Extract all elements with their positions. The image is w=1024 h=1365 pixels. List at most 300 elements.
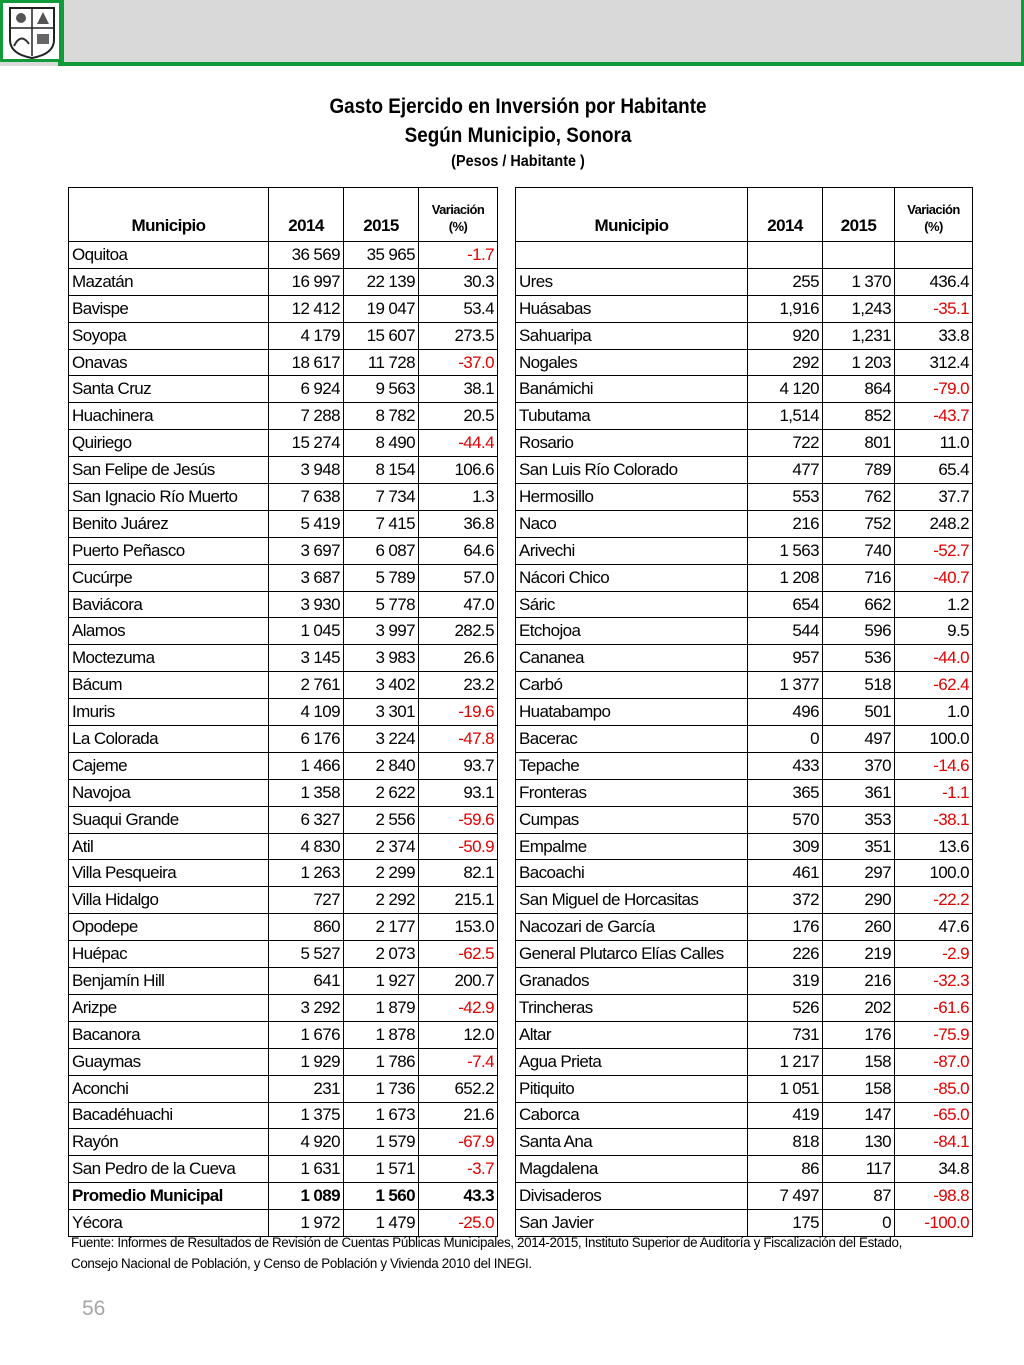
variation-cell: -47.8 <box>419 726 498 753</box>
variation-cell: -100.0 <box>895 1210 973 1237</box>
value-2015-cell: 1 479 <box>344 1210 419 1237</box>
variation-cell: 36.8 <box>419 510 498 537</box>
municipio-cell: Santa Cruz <box>69 376 269 403</box>
variation-cell: -67.9 <box>419 1129 498 1156</box>
page-title: Gasto Ejercido en Inversión por Habitante <box>329 95 707 118</box>
value-2014-cell: 1 208 <box>748 564 823 591</box>
value-2015-cell: 202 <box>823 994 895 1021</box>
table-row <box>516 484 973 511</box>
value-2014-cell: 641 <box>269 968 344 995</box>
value-2014-cell: 4 830 <box>269 833 344 860</box>
variation-cell: 43.3 <box>419 1183 498 1210</box>
municipio-cell: Ures <box>516 268 748 295</box>
table-row <box>516 887 973 914</box>
variation-cell: -37.0 <box>419 349 498 376</box>
table-row <box>516 591 973 618</box>
value-2014-cell: 654 <box>748 591 823 618</box>
table-row <box>69 699 498 726</box>
municipio-cell: San Ignacio Río Muerto <box>69 484 269 511</box>
variation-cell: -1.1 <box>895 779 973 806</box>
left-data-table <box>68 187 498 1237</box>
header-variacion-label: Variación <box>907 202 960 217</box>
variation-cell: -42.9 <box>419 994 498 1021</box>
municipio-cell: San Pedro de la Cueva <box>69 1156 269 1183</box>
value-2015-cell: 1 673 <box>344 1102 419 1129</box>
header-bar <box>0 0 1024 66</box>
value-2015-cell: 2 177 <box>344 914 419 941</box>
value-2015-cell: 2 299 <box>344 860 419 887</box>
value-2014-cell: 12 412 <box>269 295 344 322</box>
municipio-cell: Granados <box>516 968 748 995</box>
value-2014-cell: 6 176 <box>269 726 344 753</box>
municipio-cell: Cucúrpe <box>69 564 269 591</box>
table-row <box>69 1102 498 1129</box>
value-2014-cell: 255 <box>748 268 823 295</box>
municipio-cell: Moctezuma <box>69 645 269 672</box>
table-row <box>516 403 973 430</box>
table-row <box>516 752 973 779</box>
value-2015-cell: 351 <box>823 833 895 860</box>
header-municipio: Municipio <box>69 188 269 242</box>
value-2015-cell: 130 <box>823 1129 895 1156</box>
variation-cell: -38.1 <box>895 806 973 833</box>
table-row <box>516 672 973 699</box>
value-2015-cell: 762 <box>823 484 895 511</box>
table-header-row <box>69 188 498 242</box>
municipio-cell: Altar <box>516 1021 748 1048</box>
value-2015-cell: 147 <box>823 1102 895 1129</box>
value-2014-cell: 433 <box>748 752 823 779</box>
value-2015-cell: 176 <box>823 1021 895 1048</box>
municipio-cell: Cumpas <box>516 806 748 833</box>
value-2015-cell: 158 <box>823 1075 895 1102</box>
table-row <box>516 994 973 1021</box>
value-2014-cell: 1 263 <box>269 860 344 887</box>
variation-cell: -62.4 <box>895 672 973 699</box>
value-2015-cell: 2 556 <box>344 806 419 833</box>
variation-cell: -52.7 <box>895 537 973 564</box>
variation-cell: 11.0 <box>895 430 973 457</box>
municipio-cell: Imuris <box>69 699 269 726</box>
municipio-cell: San Javier <box>516 1210 748 1237</box>
table-row <box>69 672 498 699</box>
municipio-cell: Pitiquito <box>516 1075 748 1102</box>
value-2014-cell: 1 045 <box>269 618 344 645</box>
value-2015-cell: 497 <box>823 726 895 753</box>
variation-cell: 1.3 <box>419 484 498 511</box>
value-2014-cell: 3 948 <box>269 457 344 484</box>
variation-cell: -43.7 <box>895 403 973 430</box>
table-row <box>69 322 498 349</box>
value-2014-cell: 1 631 <box>269 1156 344 1183</box>
title-block <box>0 92 1024 174</box>
table-row <box>516 430 973 457</box>
table-row <box>516 295 973 322</box>
value-2015-cell: 852 <box>823 403 895 430</box>
variation-cell: 30.3 <box>419 268 498 295</box>
variation-cell: -25.0 <box>419 1210 498 1237</box>
table-row <box>516 941 973 968</box>
municipio-cell: Cananea <box>516 645 748 672</box>
table-row <box>69 295 498 322</box>
variation-cell: -32.3 <box>895 968 973 995</box>
variation-cell: -1.7 <box>419 242 498 269</box>
municipio-cell: General Plutarco Elías Calles <box>516 941 748 968</box>
value-2015-cell: 501 <box>823 699 895 726</box>
table-row <box>69 941 498 968</box>
municipio-cell: Santa Ana <box>516 1129 748 1156</box>
table-row <box>516 349 973 376</box>
variation-cell: 20.5 <box>419 403 498 430</box>
municipio-cell: Puerto Peñasco <box>69 537 269 564</box>
value-2014-cell: 1 466 <box>269 752 344 779</box>
municipio-cell: Alamos <box>69 618 269 645</box>
table-row <box>69 833 498 860</box>
value-2014-cell: 818 <box>748 1129 823 1156</box>
value-2015-cell: 518 <box>823 672 895 699</box>
value-2014-cell: 1,916 <box>748 295 823 322</box>
table-row <box>516 322 973 349</box>
page-subtitle: Según Municipio, Sonora <box>404 124 632 147</box>
municipio-cell: Sáric <box>516 591 748 618</box>
municipio-cell: Nácori Chico <box>516 564 748 591</box>
value-2014-cell: 1 089 <box>269 1183 344 1210</box>
variation-cell: -40.7 <box>895 564 973 591</box>
variation-cell: 100.0 <box>895 860 973 887</box>
value-2015-cell: 22 139 <box>344 268 419 295</box>
municipio-cell: Rosario <box>516 430 748 457</box>
table-row <box>516 968 973 995</box>
municipio-cell: Banámichi <box>516 376 748 403</box>
variation-cell: -61.6 <box>895 994 973 1021</box>
variation-cell: -19.6 <box>419 699 498 726</box>
value-2014-cell: 1 217 <box>748 1048 823 1075</box>
value-2014-cell: 496 <box>748 699 823 726</box>
table-row <box>69 457 498 484</box>
variation-cell: 82.1 <box>419 860 498 887</box>
value-2015-cell: 1,243 <box>823 295 895 322</box>
value-2014-cell: 920 <box>748 322 823 349</box>
value-2014-cell: 570 <box>748 806 823 833</box>
table-row <box>516 860 973 887</box>
table-row <box>69 591 498 618</box>
table-row <box>69 806 498 833</box>
table-row <box>69 968 498 995</box>
value-2015-cell: 752 <box>823 510 895 537</box>
page-number: 56 <box>82 1297 106 1320</box>
municipio-cell: Villa Hidalgo <box>69 887 269 914</box>
municipio-cell: Huachinera <box>69 403 269 430</box>
value-2014-cell: 292 <box>748 349 823 376</box>
value-2015-cell: 1 560 <box>344 1183 419 1210</box>
variation-cell: 93.7 <box>419 752 498 779</box>
municipio-cell: San Luis Río Colorado <box>516 457 748 484</box>
value-2014-cell: 4 920 <box>269 1129 344 1156</box>
municipio-cell: Bacanora <box>69 1021 269 1048</box>
variation-cell: 13.6 <box>895 833 973 860</box>
value-2015-cell: 117 <box>823 1156 895 1183</box>
value-2015-cell: 596 <box>823 618 895 645</box>
table-row <box>516 914 973 941</box>
municipio-cell: Bavispe <box>69 295 269 322</box>
variation-cell: 26.6 <box>419 645 498 672</box>
value-2015-cell: 290 <box>823 887 895 914</box>
variation-cell: 34.8 <box>895 1156 973 1183</box>
value-2014-cell: 3 687 <box>269 564 344 591</box>
value-2014-cell: 4 109 <box>269 699 344 726</box>
municipio-cell: San Felipe de Jesús <box>69 457 269 484</box>
municipio-cell: Huépac <box>69 941 269 968</box>
table-row <box>516 726 973 753</box>
value-2015-cell: 2 622 <box>344 779 419 806</box>
value-2014-cell: 226 <box>748 941 823 968</box>
table-row <box>69 484 498 511</box>
table-row <box>516 457 973 484</box>
municipio-cell: Bacadéhuachi <box>69 1102 269 1129</box>
value-2015-cell: 3 301 <box>344 699 419 726</box>
table-header-row <box>516 188 973 242</box>
variation-cell: 282.5 <box>419 618 498 645</box>
table-row <box>69 349 498 376</box>
value-2015-cell: 219 <box>823 941 895 968</box>
municipio-cell: Agua Prieta <box>516 1048 748 1075</box>
variation-cell: -14.6 <box>895 752 973 779</box>
table-row <box>69 887 498 914</box>
municipio-cell: Arizpe <box>69 994 269 1021</box>
value-2015-cell: 1 879 <box>344 994 419 1021</box>
variation-cell: 1.2 <box>895 591 973 618</box>
municipio-cell: Bacerac <box>516 726 748 753</box>
value-2015-cell: 361 <box>823 779 895 806</box>
municipio-cell: Huatabampo <box>516 699 748 726</box>
table-row <box>69 618 498 645</box>
municipio-cell: Arivechi <box>516 537 748 564</box>
municipio-cell: Promedio Municipal <box>69 1183 269 1210</box>
table-row <box>69 994 498 1021</box>
municipio-cell: Villa Pesqueira <box>69 860 269 887</box>
value-2015-cell: 297 <box>823 860 895 887</box>
table-row <box>516 1021 973 1048</box>
variation-cell: -75.9 <box>895 1021 973 1048</box>
variation-cell: 23.2 <box>419 672 498 699</box>
right-data-table <box>515 187 973 1237</box>
header-variacion-unit: (%) <box>924 219 943 234</box>
value-2014-cell: 1 563 <box>748 537 823 564</box>
value-2014-cell: 419 <box>748 1102 823 1129</box>
value-2015-cell: 8 490 <box>344 430 419 457</box>
variation-cell: 153.0 <box>419 914 498 941</box>
value-2014-cell: 1,514 <box>748 403 823 430</box>
value-2015-cell: 1 203 <box>823 349 895 376</box>
value-2015-cell: 789 <box>823 457 895 484</box>
variation-cell: 248.2 <box>895 510 973 537</box>
municipio-cell: San Miguel de Horcasitas <box>516 887 748 914</box>
value-2014-cell: 3 145 <box>269 645 344 672</box>
value-2014-cell: 1 375 <box>269 1102 344 1129</box>
value-2014-cell: 6 924 <box>269 376 344 403</box>
table-row <box>516 699 973 726</box>
value-2015-cell: 11 728 <box>344 349 419 376</box>
table-row <box>516 645 973 672</box>
value-2014-cell: 1 972 <box>269 1210 344 1237</box>
municipio-cell: Tepache <box>516 752 748 779</box>
variation-cell: 47.6 <box>895 914 973 941</box>
municipio-cell: Suaqui Grande <box>69 806 269 833</box>
source-note <box>71 1232 971 1274</box>
variation-cell: -50.9 <box>419 833 498 860</box>
variation-cell: 53.4 <box>419 295 498 322</box>
value-2014-cell: 7 497 <box>748 1183 823 1210</box>
value-2014-cell: 731 <box>748 1021 823 1048</box>
municipio-cell: Rayón <box>69 1129 269 1156</box>
value-2015-cell: 740 <box>823 537 895 564</box>
table-row <box>69 779 498 806</box>
value-2014-cell: 1 358 <box>269 779 344 806</box>
header-variacion-label: Variación <box>431 202 485 217</box>
variation-cell: -2.9 <box>895 941 973 968</box>
municipio-cell: Bacoachi <box>516 860 748 887</box>
municipio-cell: La Colorada <box>69 726 269 753</box>
table-row <box>516 564 973 591</box>
table-row <box>516 1102 973 1129</box>
table-row <box>69 510 498 537</box>
header-2014: 2014 <box>269 188 344 242</box>
value-2014-cell: 372 <box>748 887 823 914</box>
municipio-cell: Carbó <box>516 672 748 699</box>
header-underline <box>62 62 1024 66</box>
value-2015-cell: 7 415 <box>344 510 419 537</box>
municipio-cell: Onavas <box>69 349 269 376</box>
municipio-cell: Empalme <box>516 833 748 860</box>
value-2014-cell: 0 <box>748 726 823 753</box>
value-2014-cell: 175 <box>748 1210 823 1237</box>
table-row <box>69 537 498 564</box>
table-row <box>69 752 498 779</box>
value-2015-cell: 2 840 <box>344 752 419 779</box>
value-2015-cell: 5 778 <box>344 591 419 618</box>
municipio-cell: Trincheras <box>516 994 748 1021</box>
table-row <box>516 1183 973 1210</box>
variation-cell: -59.6 <box>419 806 498 833</box>
table-row <box>516 618 973 645</box>
variation-cell: 273.5 <box>419 322 498 349</box>
variation-cell: -62.5 <box>419 941 498 968</box>
table-row <box>69 726 498 753</box>
value-2014-cell: 553 <box>748 484 823 511</box>
table-row <box>516 833 973 860</box>
value-2014-cell: 15 274 <box>269 430 344 457</box>
municipio-cell: Guaymas <box>69 1048 269 1075</box>
table-row <box>516 779 973 806</box>
value-2014-cell: 544 <box>748 618 823 645</box>
value-2014-cell: 309 <box>748 833 823 860</box>
variation-cell: -44.4 <box>419 430 498 457</box>
table-row <box>516 806 973 833</box>
table-row <box>516 537 973 564</box>
municipio-cell: Benito Juárez <box>69 510 269 537</box>
variation-cell: 1.0 <box>895 699 973 726</box>
value-2014-cell: 231 <box>269 1075 344 1102</box>
municipio-cell: Tubutama <box>516 403 748 430</box>
value-2015-cell: 1,231 <box>823 322 895 349</box>
value-2015-cell: 8 782 <box>344 403 419 430</box>
table-row <box>69 564 498 591</box>
variation-cell: -3.7 <box>419 1156 498 1183</box>
municipio-cell: Etchojoa <box>516 618 748 645</box>
table-row <box>516 242 973 269</box>
value-2015-cell: 1 736 <box>344 1075 419 1102</box>
municipio-cell: Baviácora <box>69 591 269 618</box>
value-2014-cell: 7 638 <box>269 484 344 511</box>
variation-cell: -22.2 <box>895 887 973 914</box>
value-2014-cell: 477 <box>748 457 823 484</box>
table-row <box>69 914 498 941</box>
variation-cell: 215.1 <box>419 887 498 914</box>
value-2014-cell: 727 <box>269 887 344 914</box>
value-2015-cell: 8 154 <box>344 457 419 484</box>
variation-cell: -7.4 <box>419 1048 498 1075</box>
header-variacion <box>895 188 973 242</box>
table-row <box>69 242 498 269</box>
municipio-cell: Yécora <box>69 1210 269 1237</box>
variation-cell: 200.7 <box>419 968 498 995</box>
table-row <box>516 1156 973 1183</box>
variation-cell: -44.0 <box>895 645 973 672</box>
table-row <box>69 1129 498 1156</box>
value-2015-cell: 2 292 <box>344 887 419 914</box>
value-2014-cell: 7 288 <box>269 403 344 430</box>
header-2014: 2014 <box>748 188 823 242</box>
value-2014-cell: 860 <box>269 914 344 941</box>
municipio-cell: Huásabas <box>516 295 748 322</box>
value-2014-cell: 2 761 <box>269 672 344 699</box>
value-2014-cell: 4 120 <box>748 376 823 403</box>
value-2014-cell: 176 <box>748 914 823 941</box>
municipio-cell: Magdalena <box>516 1156 748 1183</box>
variation-cell: 12.0 <box>419 1021 498 1048</box>
value-2014-cell: 3 697 <box>269 537 344 564</box>
municipio-cell: Nacozari de García <box>516 914 748 941</box>
table-row <box>516 1048 973 1075</box>
value-2015-cell: 370 <box>823 752 895 779</box>
value-2014-cell <box>748 242 823 269</box>
variation-cell: -84.1 <box>895 1129 973 1156</box>
value-2015-cell: 864 <box>823 376 895 403</box>
value-2014-cell: 957 <box>748 645 823 672</box>
value-2014-cell: 36 569 <box>269 242 344 269</box>
municipio-cell: Divisaderos <box>516 1183 748 1210</box>
municipio-cell: Bácum <box>69 672 269 699</box>
value-2014-cell: 1 051 <box>748 1075 823 1102</box>
table-row <box>516 510 973 537</box>
table-row <box>69 268 498 295</box>
value-2014-cell: 3 292 <box>269 994 344 1021</box>
table-row <box>69 376 498 403</box>
variation-cell: -85.0 <box>895 1075 973 1102</box>
value-2015-cell: 0 <box>823 1210 895 1237</box>
variation-cell: 47.0 <box>419 591 498 618</box>
value-2015-cell: 1 370 <box>823 268 895 295</box>
municipio-cell: Mazatán <box>69 268 269 295</box>
variation-cell: 93.1 <box>419 779 498 806</box>
sonora-logo <box>0 0 62 62</box>
value-2014-cell: 6 327 <box>269 806 344 833</box>
coat-of-arms-icon <box>7 6 57 60</box>
municipio-cell: Oquitoa <box>69 242 269 269</box>
municipio-cell: Atil <box>69 833 269 860</box>
value-2015-cell: 1 579 <box>344 1129 419 1156</box>
table-row <box>516 1075 973 1102</box>
